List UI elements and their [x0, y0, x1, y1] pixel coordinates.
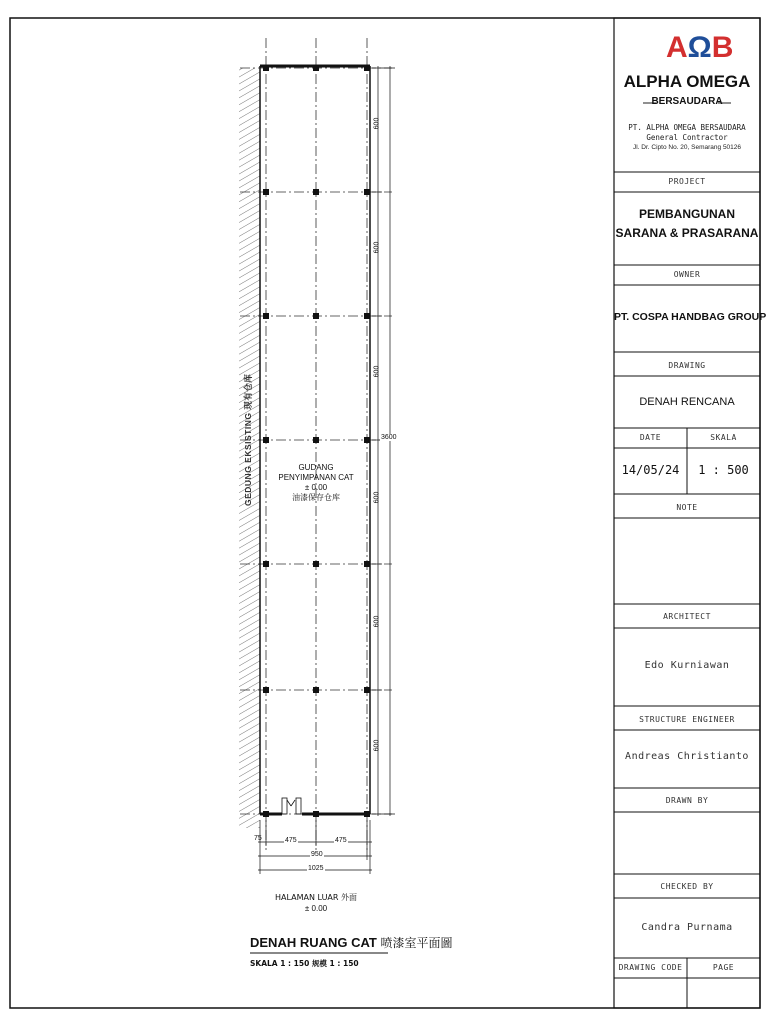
date-label: DATE	[639, 433, 662, 442]
columns	[263, 65, 370, 817]
grid-axes	[240, 38, 392, 850]
door-symbol	[282, 798, 301, 814]
architect-value: Edo Kurniawan	[644, 660, 730, 671]
plan-title	[250, 934, 453, 951]
bay-dimension: 600	[373, 739, 381, 752]
company-role: General Contractor	[646, 133, 728, 142]
bay-dimension: 600	[373, 241, 381, 254]
project-line-1: PEMBANGUNAN	[639, 207, 735, 221]
date-value: 14/05/24	[621, 463, 680, 477]
structure-engineer-value: Andreas Christianto	[625, 751, 749, 762]
drawn-by-label: DRAWN BY	[665, 796, 709, 805]
room-name: GUDANG	[298, 463, 334, 472]
outside-area-level: ± 0.00	[304, 904, 328, 913]
scale-label: SKALA	[710, 433, 737, 442]
room-name-2: PENYIMPANAN CAT	[278, 473, 354, 482]
edge-dimension: 75	[254, 835, 262, 842]
bay-dimension: 600	[373, 615, 381, 628]
project-line-2: SARANA & PRASARANA	[615, 226, 759, 240]
drawing-value: DENAH RENCANA	[639, 396, 735, 408]
drawing-label: DRAWING	[668, 361, 706, 370]
title-block-border	[614, 18, 767, 1008]
architect-label: ARCHITECT	[663, 612, 711, 621]
owner-value: PT. COSPA HANDBAG GROUP	[614, 311, 767, 323]
company-name: ALPHA OMEGA	[623, 72, 751, 91]
right-dimensions	[372, 66, 395, 816]
checked-by-value: Candra Purnama	[641, 922, 733, 933]
project-label: PROJECT	[668, 177, 706, 186]
owner-label: OWNER	[673, 270, 701, 279]
sheet-border	[10, 18, 767, 1008]
company-sub-name: BERSAUDARA	[651, 96, 723, 107]
bay-dimension: 600	[373, 365, 381, 378]
company-legal-name: PT. ALPHA OMEGA BERSAUDARA	[628, 123, 746, 132]
bottom-dimension-total: 1025	[308, 865, 324, 872]
bottom-dimension-left: 475	[285, 837, 297, 844]
plan-scale: SKALA 1 : 150 规模 1 : 150	[250, 959, 359, 968]
total-dimension: 3600	[381, 434, 397, 441]
page-label: PAGE	[712, 963, 735, 972]
note-label: NOTE	[676, 503, 698, 512]
plan-title-main: DENAH RUANG CAT	[250, 935, 377, 950]
existing-building-label: GEDUNG EKSISTING 现有仓库	[243, 373, 253, 506]
plan-title-chinese: 喷漆室平面圖	[380, 936, 453, 950]
scale-value: 1 : 500	[698, 463, 749, 477]
structure-engineer-label: STRUCTURE ENGINEER	[639, 715, 735, 724]
bay-dimension: 600	[373, 491, 381, 504]
drawing-code-label: DRAWING CODE	[618, 963, 683, 972]
bottom-dimension-right: 475	[335, 837, 347, 844]
outside-area-name: HALAMAN LUAR 外面	[275, 893, 357, 902]
bay-dimension: 600	[373, 117, 381, 130]
checked-by-label: CHECKED BY	[660, 882, 714, 891]
bottom-dimension-middle: 950	[311, 851, 323, 858]
company-logo-icon: AΩB	[666, 31, 734, 64]
company-address: Jl. Dr. Cipto No. 20, Semarang 50126	[632, 144, 742, 151]
room-chinese-name: 油漆保存仓库	[292, 493, 340, 502]
room-level: ± 0.00	[304, 483, 328, 492]
